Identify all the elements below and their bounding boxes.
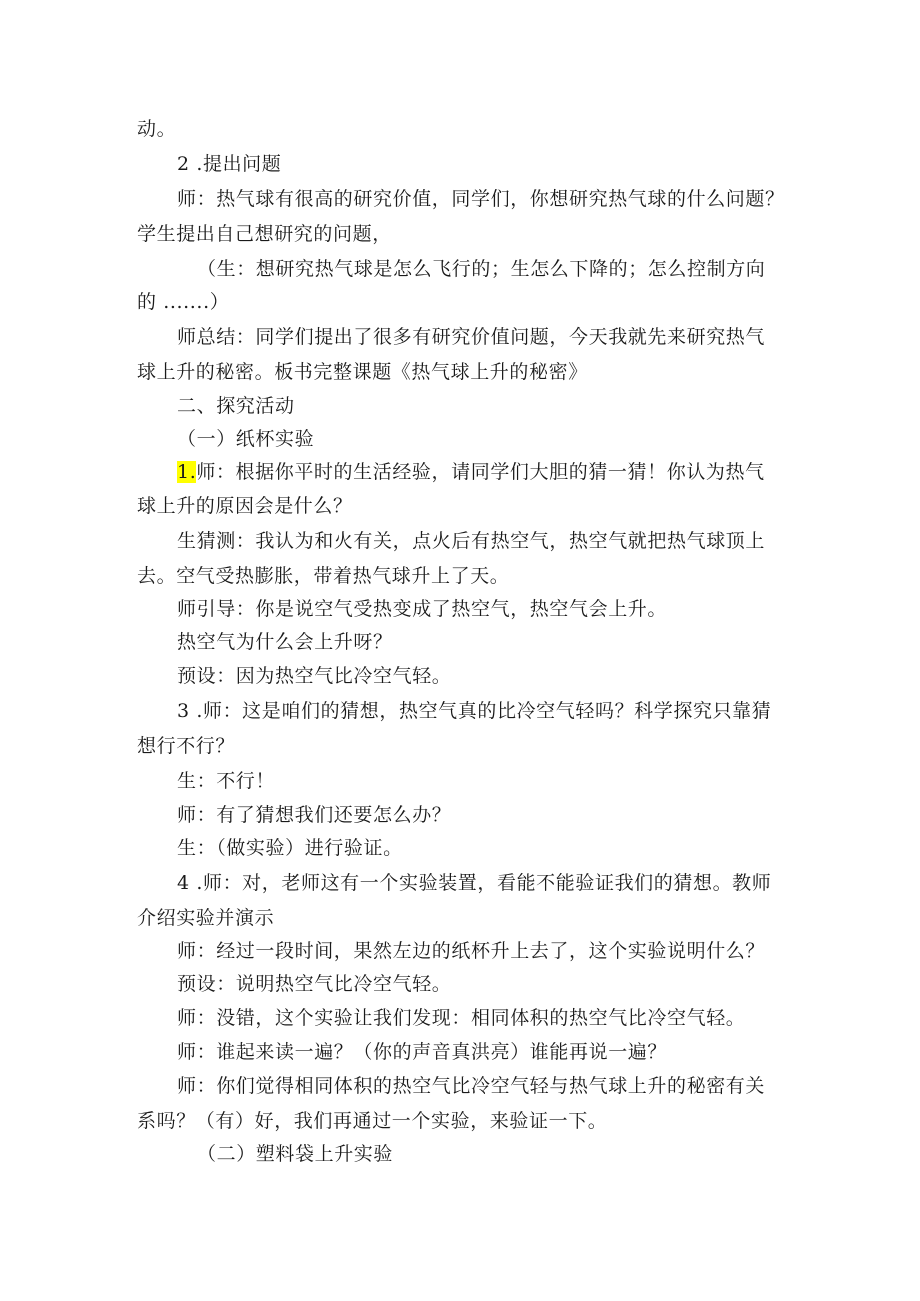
section-heading: 2 .提出问题 [177,153,282,175]
text-line: 4 .师：对，老师这有一个实验装置，看能不能验证我们的猜想。教师 [177,872,772,894]
text-line: 预设：说明热空气比冷空气轻。 [177,973,452,995]
text-line: 球上升的秘密。板书完整课题《热气球上升的秘密》 [137,361,588,383]
text-line: 的 .......） [137,291,230,313]
text-line: 系吗？（有）好，我们再通过一个实验，来验证一下。 [137,1110,608,1132]
text-line: 师：你们觉得相同体积的热空气比冷空气轻与热气球上升的秘密有关 [177,1075,766,1097]
text-line: 去。空气受热膨胀，带着热气球升上了天。 [137,565,510,587]
text-line: 师引导：你是说空气受热变成了热空气，热空气会上升。 [177,598,668,620]
text-line: 师：热气球有很高的研究价值，同学们，你想研究热气球的什么问题？ [177,188,785,210]
text-line: 生：（做实验）进行验证。 [177,837,403,859]
subsection-heading: （一）纸杯实验 [177,428,315,450]
highlight-marker: 1. [177,461,197,483]
text-line: 学生提出自己想研究的问题， [137,223,392,245]
text-line: （生：想研究热气球是怎么飞行的；生怎么下降的；怎么控制方向 [197,258,766,280]
text-line: 生：不行！ [177,770,276,792]
text-line: 师：谁起来读一遍？（你的声音真洪亮）谁能再说一遍？ [177,1041,668,1063]
text-line: 师总结：同学们提出了很多有研究价值问题，今天我就先来研究热气 [177,326,766,348]
text-line: 3 .师：这是咱们的猜想，热空气真的比冷空气轻吗？科学探究只靠猜 [177,700,772,722]
text-line [177,460,765,484]
text-line: 想行不行？ [137,735,236,757]
text-line: 生猜测：我认为和火有关，点火后有热空气，热空气就把热气球顶上 [177,530,766,552]
section-heading: 二、探究活动 [177,395,295,417]
text-line: 热空气为什么会上升呀？ [177,631,393,653]
text-line: 介绍实验并演示 [137,907,275,929]
text-line: 师：没错，这个实验让我们发现：相同体积的热空气比冷空气轻。 [177,1007,746,1029]
text-line: 师：有了猜想我们还要怎么办？ [177,804,452,826]
text-line: 预设：因为热空气比冷空气轻。 [177,665,452,687]
text-line: 动。 [137,118,177,140]
text-line-content: 师：根据你平时的生活经验，请同学们大胆的猜一猜！你认为热气 [196,461,765,483]
text-line: 球上升的原因会是什么？ [137,495,353,517]
text-line: 师：经过一段时间，果然左边的纸杯升上去了，这个实验说明什么？ [177,940,766,962]
subsection-heading: （二）塑料袋上升实验 [197,1143,394,1165]
